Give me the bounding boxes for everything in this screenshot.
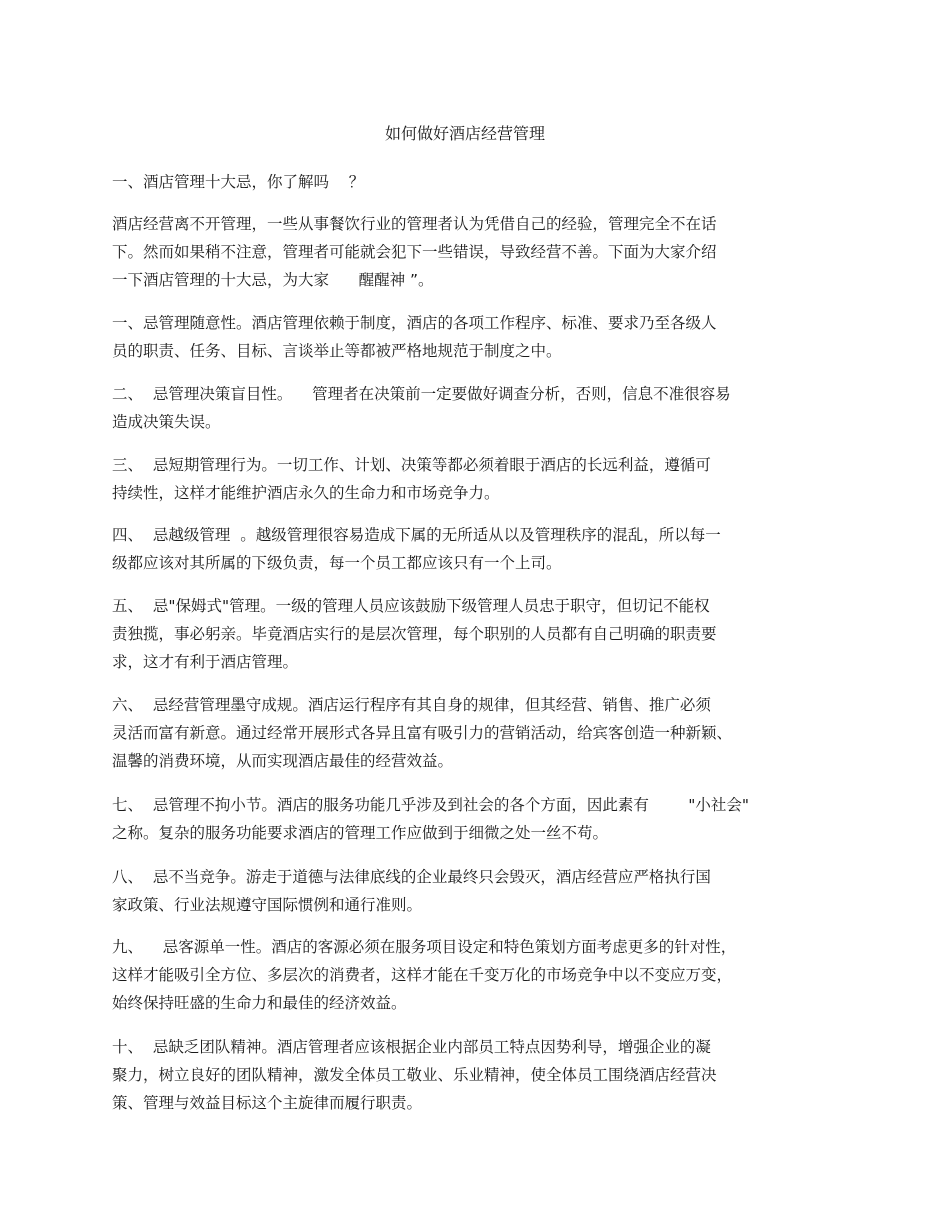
text-line: 四、 忌越级管理 。越级管理很容易造成下属的无所适从以及管理秩序的混乱，所以每一 [112, 526, 721, 544]
text-line: 二、 忌管理决策盲目性。 管理者在决策前一定要做好调查分析，否则，信息不准很容易 [112, 385, 731, 403]
text-line: 酒店经营离不开管理，一些从事餐饮行业的管理者认为凭借自己的经验，管理完全不在话 [112, 215, 717, 233]
paragraph-taboo-9 [112, 933, 842, 1017]
text-line: 一、酒店管理十大忌，你了解吗 ？ [112, 173, 365, 191]
text-line: 之称。复杂的服务功能要求酒店的管理工作应做到于细微之处一丝不苟。 [112, 824, 609, 842]
text-line: 家政策、行业法规遵守国际惯例和通行准则。 [112, 896, 423, 914]
text-line: 三、 忌短期管理行为。一切工作、计划、决策等都必须着眼于酒店的长远利益，遵循可 [112, 456, 711, 474]
paragraph-taboo-6 [112, 691, 842, 775]
text-line: 一下酒店管理的十大忌，为大家 醒醒神 ”。 [112, 271, 434, 289]
paragraph-taboo-1 [112, 309, 842, 365]
text-line: 策、管理与效益目标这个主旋律而履行职责。 [112, 1094, 423, 1112]
paragraph-taboo-4 [112, 521, 842, 577]
paragraph-taboo-3 [112, 451, 842, 507]
text-line: 一、忌管理随意性。酒店管理依赖于制度，酒店的各项工作程序、标准、要求乃至各级人 [112, 314, 717, 332]
text-line: 这样才能吸引全方位、多层次的消费者，这样才能在千变万化的市场竞争中以不变应万变， [112, 966, 733, 984]
text-line: 八、 忌不当竞争。游走于道德与法律底线的企业最终只会毁灭，酒店经营应严格执行国 [112, 868, 711, 886]
document-title: 如何做好酒店经营管理 [384, 124, 545, 143]
text-line: 灵活而富有新意。通过经常开展形式各异且富有吸引力的营销活动，给宾客创造一种新颖、 [112, 724, 733, 742]
paragraph-taboo-5 [112, 592, 842, 676]
text-line: 七、 忌管理不拘小节。酒店的服务功能几乎涉及到社会的各个方面，因此素有 "小社会" [112, 796, 750, 814]
text-line: 九、 忌客源单一性。酒店的客源必须在服务项目设定和特色策划方面考虑更多的针对性， [112, 938, 737, 956]
text-line: 下。然而如果稍不注意，管理者可能就会犯下一些错误，导致经营不善。下面为大家介绍 [112, 243, 717, 261]
text-line: 级都应该对其所属的下级负责，每一个员工都应该只有一个上司。 [112, 554, 562, 572]
text-line: 聚力，树立良好的团队精神，激发全体员工敬业、乐业精神，使全体员工围绕酒店经营决 [112, 1066, 717, 1084]
text-line: 始终保持旺盛的生命力和最佳的经济效益。 [112, 994, 407, 1012]
text-line: 持续性，这样才能维护酒店永久的生命力和市场竞争力。 [112, 484, 500, 502]
paragraph-taboo-7 [112, 791, 842, 847]
intro-paragraph [112, 210, 842, 294]
text-line: 员的职责、任务、目标、言谈举止等都被严格地规范于制度之中。 [112, 342, 562, 360]
text-line: 责独揽，事必躬亲。毕竟酒店实行的是层次管理，每个职别的人员都有自己明确的职责要 [112, 625, 717, 643]
text-line: 十、 忌缺乏团队精神。酒店管理者应该根据企业内部员工特点因势利导，增强企业的凝 [112, 1038, 711, 1056]
text-line: 六、 忌经营管理墨守成规。酒店运行程序有其自身的规律，但其经营、销售、推广必须 [112, 696, 711, 714]
text-line: 温馨的消费环境，从而实现酒店最佳的经营效益。 [112, 752, 454, 770]
section-heading [112, 168, 842, 196]
text-line: 求，这才有利于酒店管理。 [112, 653, 299, 671]
paragraph-taboo-10 [112, 1033, 842, 1117]
paragraph-taboo-8 [112, 863, 842, 919]
text-line: 造成决策失误。 [112, 413, 221, 431]
text-line: 五、 忌"保姆式"管理。一级的管理人员应该鼓励下级管理人员忠于职守，但切记不能权 [112, 597, 710, 615]
paragraph-taboo-2 [112, 380, 842, 436]
